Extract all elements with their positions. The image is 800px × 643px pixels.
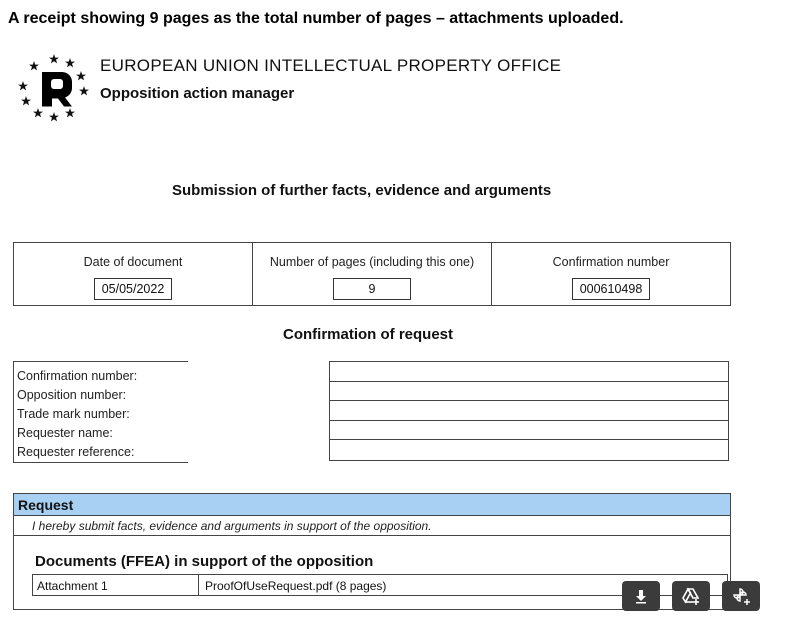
app-name: Opposition action manager [100,85,295,102]
field-value-line [330,401,728,421]
field-value-line [330,440,728,460]
image-caption: A receipt showing 9 pages as the total number of pages – attachments uploaded. [8,10,624,27]
document-title: Submission of further facts, evidence and arguments [172,182,552,199]
meta-confirmation-cell [492,243,730,305]
documents-title: Documents (FFEA) in support of the opposition [35,553,374,570]
field-labels [13,361,188,463]
download-icon [633,588,649,604]
field-label: Confirmation number: [17,369,138,383]
attachment-label: Attachment 1 [33,575,199,595]
field-value-line [330,382,728,402]
field-label: Trade mark number: [17,407,130,421]
meta-label: Confirmation number [552,255,670,269]
download-button[interactable] [622,581,660,611]
field-values [329,361,729,461]
confirmation-value: 000610498 [572,278,650,300]
drive-add-icon [681,587,701,605]
field-label: Requester name: [17,426,113,440]
meta-pages-cell [253,243,492,305]
pinwheel-add-icon [731,586,751,606]
meta-label: Number of pages (including this one) [269,255,475,269]
organization-name: EUROPEAN UNION INTELLECTUAL PROPERTY OFFICE [100,56,562,75]
meta-date-cell [14,243,253,305]
document-meta-table [13,242,731,306]
save-to-drive-button[interactable] [672,581,710,611]
field-label: Opposition number: [17,388,127,402]
request-text: I hereby submit facts, evidence and arguments in support of the opposition. [14,516,730,536]
euipo-logo [18,52,90,124]
attachment-file: ProofOfUseRequest.pdf (8 pages) [205,579,387,593]
meta-label: Date of document [83,255,183,269]
date-value: 05/05/2022 [94,278,172,300]
field-value-line [330,362,728,382]
field-value-line [330,421,728,441]
request-heading: Request [14,494,730,516]
confirmation-title: Confirmation of request [283,326,454,343]
pages-value: 9 [333,278,411,300]
field-label: Requester reference: [17,445,135,459]
save-to-photos-button[interactable] [722,581,760,611]
